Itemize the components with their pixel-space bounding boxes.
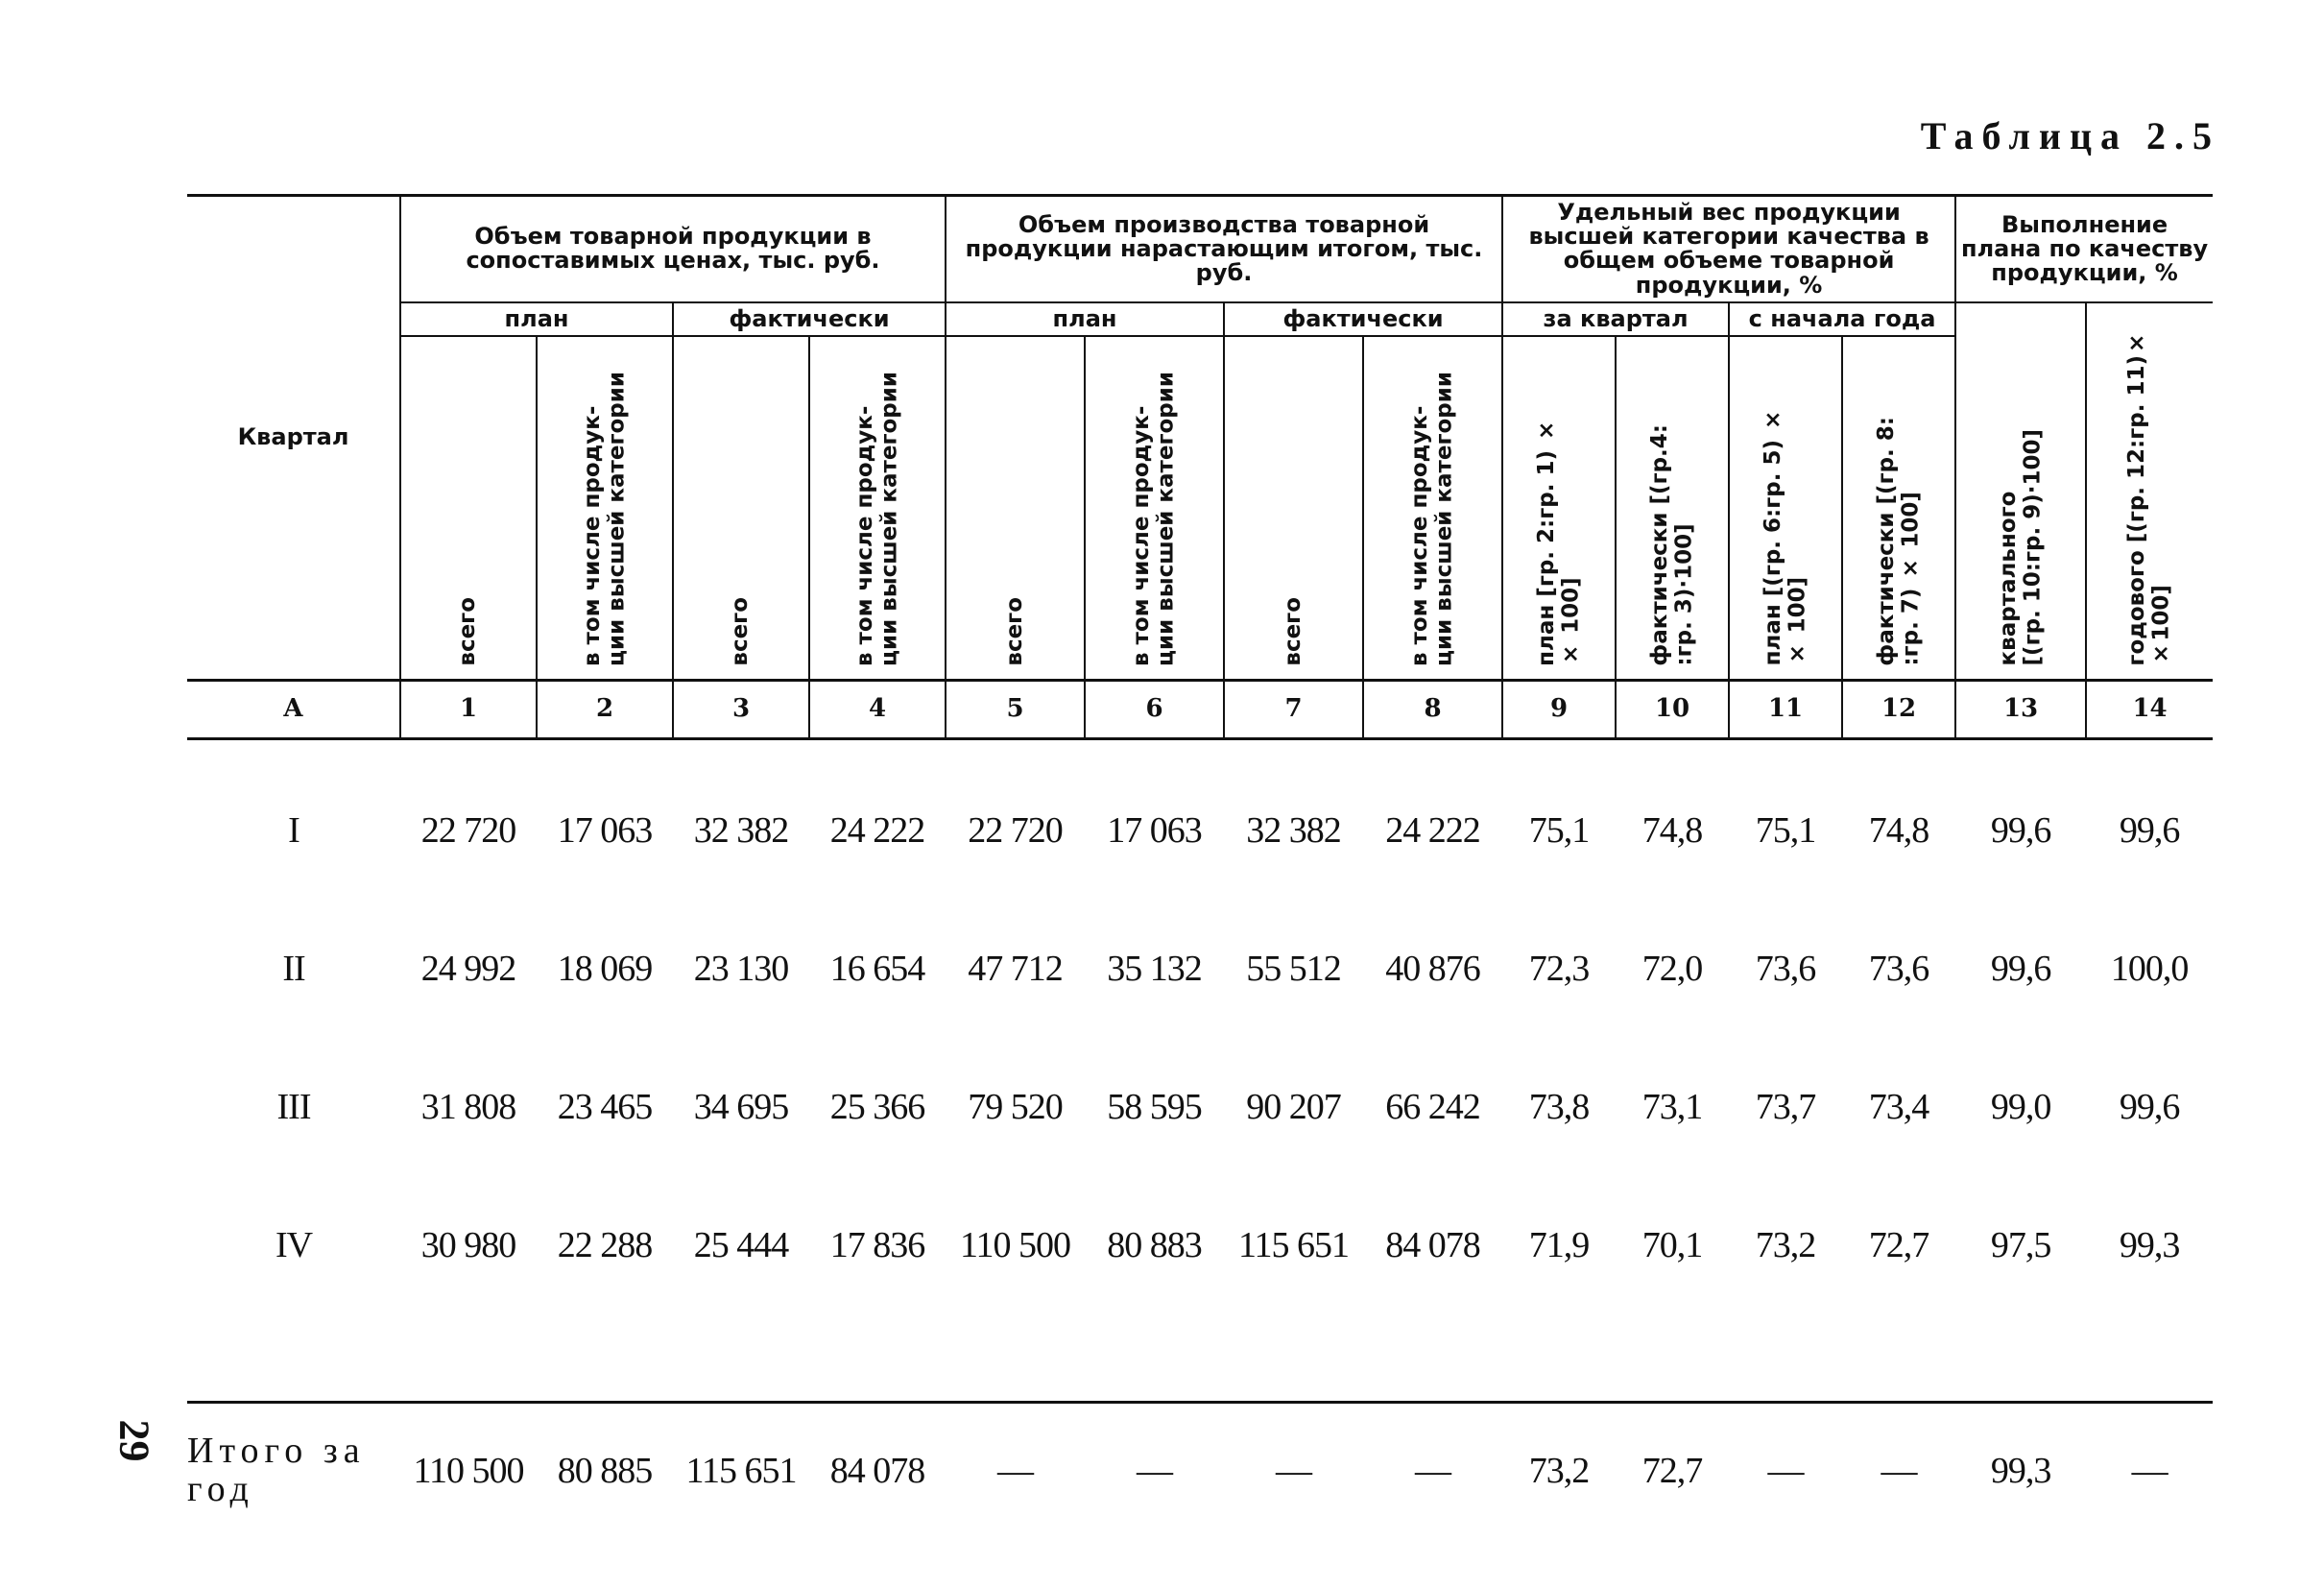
header-col-11: план [(гр. 6:гр. 5) × × 100]: [1729, 336, 1842, 681]
header-quarter: Квартал: [187, 196, 400, 681]
value-cell: 75,1: [1755, 809, 1816, 851]
quarter-cell: IV: [275, 1224, 313, 1265]
total-value-cell: —: [997, 1450, 1033, 1491]
value-cell: 72,3: [1528, 948, 1590, 989]
header-group-share: Удельный вес продукции высшей категории качества в общем объеме товарной продукции, %: [1502, 196, 1955, 302]
column-number-row: [187, 680, 2213, 738]
value-cell: 25 444: [693, 1224, 789, 1265]
value-cell: 24 222: [1385, 809, 1480, 851]
column-number: 7: [1224, 680, 1363, 738]
separator-row: [187, 1314, 2213, 1403]
column-number: 9: [1502, 680, 1616, 738]
total-value-cell: —: [1767, 1450, 1804, 1491]
value-cell: 99,6: [1990, 809, 2051, 851]
value-cell: 71,9: [1528, 1224, 1590, 1265]
value-cell: 73,6: [1868, 948, 1929, 989]
table-body: [187, 738, 2213, 1538]
value-cell: 84 078: [1385, 1224, 1480, 1265]
table-row: [187, 1038, 2213, 1176]
column-number: 3: [673, 680, 809, 738]
column-number: 11: [1729, 680, 1842, 738]
value-cell: 73,1: [1641, 1086, 1703, 1127]
column-number: А: [187, 680, 400, 738]
total-value-cell: —: [1276, 1450, 1311, 1491]
column-number: 1: [400, 680, 537, 738]
value-cell: 72,0: [1641, 948, 1703, 989]
header-col-3: всего: [673, 336, 809, 681]
total-value-cell: —: [1881, 1450, 1917, 1491]
value-cell: 58 595: [1107, 1086, 1202, 1127]
value-cell: 100,0: [2110, 948, 2189, 989]
total-value-cell: —: [1137, 1450, 1172, 1491]
header-col-4: в том числе продук- ции высшей категории: [809, 336, 946, 681]
value-cell: 17 063: [557, 809, 653, 851]
value-cell: 24 222: [829, 809, 925, 851]
header-for-quarter: за квартал: [1502, 302, 1729, 336]
value-cell: 17 836: [829, 1224, 925, 1265]
column-number: 13: [1955, 680, 2086, 738]
total-row: [187, 1402, 2213, 1538]
column-number: 6: [1085, 680, 1224, 738]
value-cell: 23 130: [693, 948, 789, 989]
total-value-cell: —: [1415, 1450, 1451, 1491]
value-cell: 17 063: [1107, 809, 1202, 851]
value-cell: 22 720: [420, 809, 516, 851]
value-cell: 34 695: [693, 1086, 789, 1127]
value-cell: 70,1: [1641, 1224, 1703, 1265]
total-value-cell: 80 885: [557, 1450, 653, 1491]
value-cell: 40 876: [1385, 948, 1480, 989]
value-cell: 35 132: [1107, 948, 1202, 989]
value-cell: 73,4: [1868, 1086, 1929, 1127]
page-number: 29: [110, 1419, 158, 1462]
value-cell: 90 207: [1246, 1086, 1341, 1127]
value-cell: 55 512: [1246, 948, 1341, 989]
value-cell: 24 992: [420, 948, 516, 989]
column-number: 10: [1616, 680, 1729, 738]
total-value-cell: 115 651: [685, 1450, 797, 1491]
value-cell: 66 242: [1385, 1086, 1480, 1127]
header-from-year-start: с начала года: [1729, 302, 1955, 336]
value-cell: 73,7: [1755, 1086, 1816, 1127]
column-number: 12: [1842, 680, 1955, 738]
header-group-volume: Объем товарной продукции в сопоставимых ценах, тыс. руб.: [400, 196, 946, 302]
value-cell: 25 366: [829, 1086, 925, 1127]
column-number: 5: [946, 680, 1085, 738]
value-cell: 31 808: [420, 1086, 516, 1127]
total-value-cell: 73,2: [1528, 1450, 1590, 1491]
header-plan-2: план: [946, 302, 1224, 336]
column-number: 8: [1363, 680, 1502, 738]
value-cell: 99,6: [2119, 1086, 2180, 1127]
quarter-cell: I: [288, 809, 299, 851]
quality-table: [187, 194, 2213, 1538]
value-cell: 32 382: [693, 809, 789, 851]
header-col-12: фактически [(гр. 8: :гр. 7) × 100]: [1842, 336, 1955, 681]
value-cell: 115 651: [1237, 1224, 1350, 1265]
value-cell: 74,8: [1868, 809, 1929, 851]
value-cell: 99,6: [2119, 809, 2180, 851]
value-cell: 73,2: [1755, 1224, 1816, 1265]
value-cell: 99,0: [1990, 1086, 2051, 1127]
header-col-7: всего: [1224, 336, 1363, 681]
total-value-cell: 72,7: [1641, 1450, 1703, 1491]
header-col-9: план [гр. 2:гр. 1) × × 100]: [1502, 336, 1616, 681]
value-cell: 75,1: [1528, 809, 1590, 851]
total-label: Итого за год: [187, 1431, 366, 1509]
value-cell: 73,6: [1755, 948, 1816, 989]
header-col-5: всего: [946, 336, 1085, 681]
header-col-2: в том числе продук- ции высшей категории: [537, 336, 673, 681]
header-col-14: годового [(гр. 12:гр. 11)× ×100]: [2086, 302, 2213, 681]
value-cell: 47 712: [968, 948, 1063, 989]
quarter-cell: III: [276, 1086, 311, 1127]
value-cell: 30 980: [420, 1224, 516, 1265]
value-cell: 23 465: [557, 1086, 653, 1127]
value-cell: 16 654: [829, 948, 925, 989]
header-col-6: в том числе продук- ции высшей категории: [1085, 336, 1224, 681]
value-cell: 22 720: [968, 809, 1063, 851]
header-plan-1: план: [400, 302, 673, 336]
column-number: 14: [2086, 680, 2213, 738]
value-cell: 99,3: [2119, 1224, 2180, 1265]
value-cell: 74,8: [1641, 809, 1703, 851]
value-cell: 80 883: [1107, 1224, 1202, 1265]
table-title: Таблица 2.5: [1920, 114, 2220, 157]
total-value-cell: —: [2131, 1450, 2168, 1491]
value-cell: 32 382: [1246, 809, 1341, 851]
value-cell: 18 069: [557, 948, 653, 989]
table-row: [187, 1176, 2213, 1314]
value-cell: 79 520: [968, 1086, 1063, 1127]
value-cell: 99,6: [1990, 948, 2051, 989]
value-cell: 97,5: [1990, 1224, 2051, 1265]
quarter-cell: II: [282, 948, 305, 989]
value-cell: 72,7: [1868, 1224, 1929, 1265]
value-cell: 110 500: [959, 1224, 1071, 1265]
header-col-13: квартального [(гр. 10:гр. 9)·100]: [1955, 302, 2086, 681]
table-row: [187, 738, 2213, 900]
total-value-cell: 99,3: [1990, 1450, 2051, 1491]
header-group-cumulative: Объем производства товарной продукции нарастающим итогом, тыс. руб.: [946, 196, 1502, 302]
header-fact-2: фактически: [1224, 302, 1502, 336]
header-col-1: всего: [400, 336, 537, 681]
value-cell: 73,8: [1528, 1086, 1590, 1127]
data-table-wrapper: [187, 194, 2213, 1538]
table-row: [187, 900, 2213, 1038]
header-col-8: в том числе продук- ции высшей категории: [1363, 336, 1502, 681]
column-number: 4: [809, 680, 946, 738]
column-number: 2: [537, 680, 673, 738]
header-col-10: фактически [(гр.4: :гр. 3)·100]: [1616, 336, 1729, 681]
total-value-cell: 110 500: [413, 1450, 524, 1491]
header-fact-1: фактически: [673, 302, 946, 336]
header-group-plan-fulfilment: Выполнение плана по качеству продукции, %: [1955, 196, 2213, 302]
value-cell: 22 288: [557, 1224, 653, 1265]
total-value-cell: 84 078: [829, 1450, 925, 1491]
